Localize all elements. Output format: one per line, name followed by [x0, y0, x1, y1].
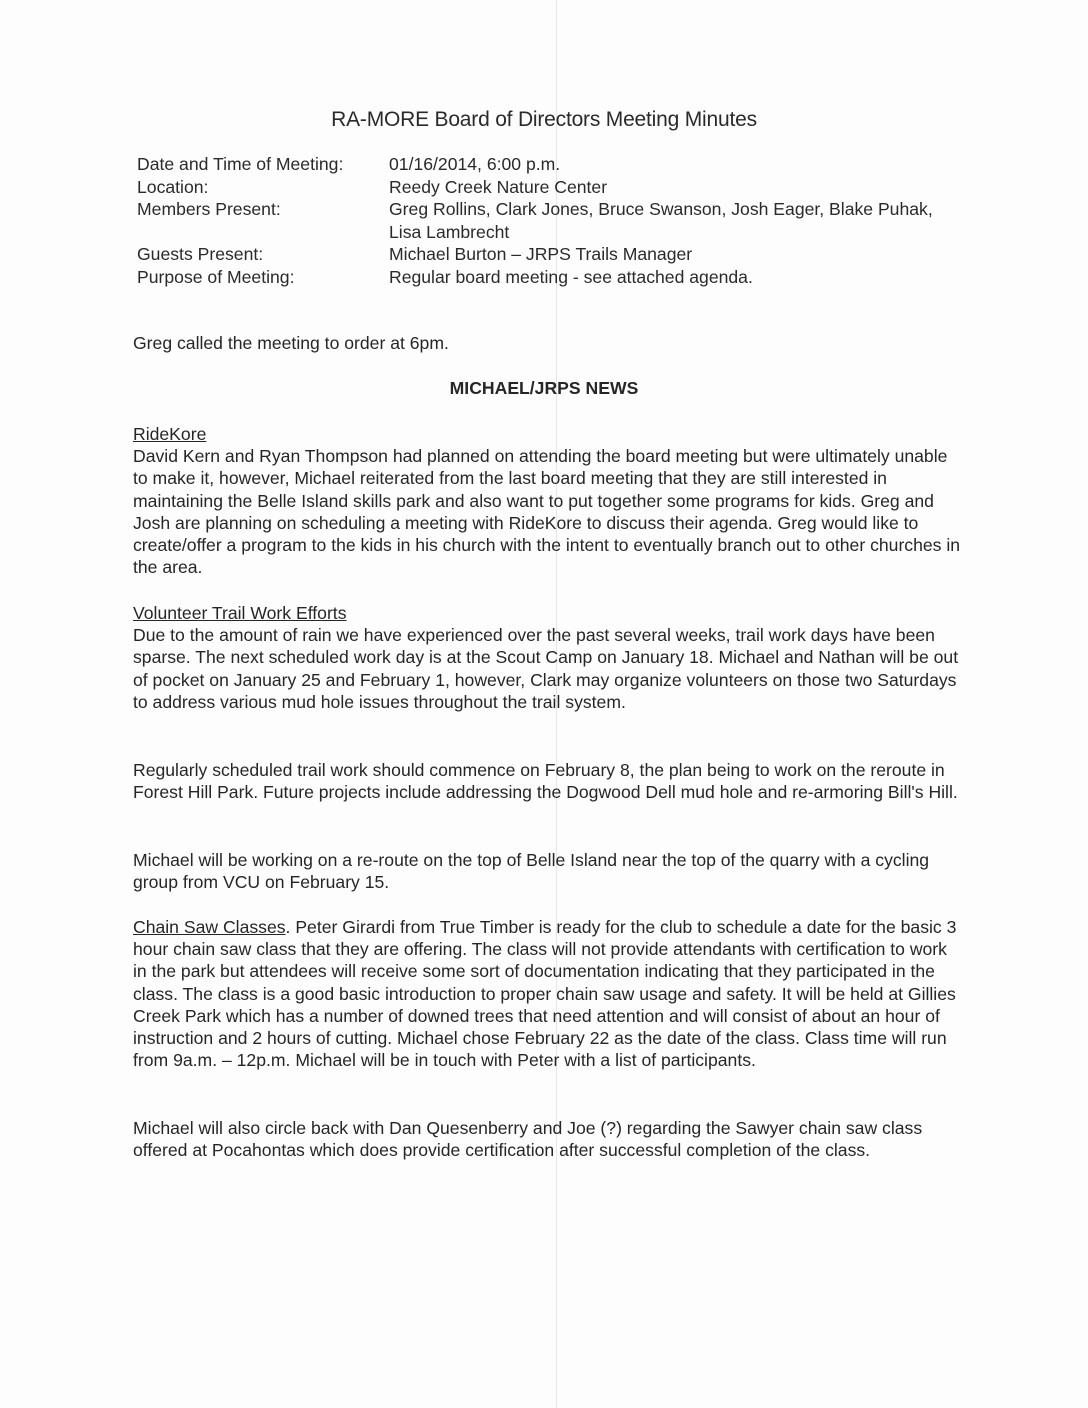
volunteer-section	[133, 602, 963, 713]
reroute-paragraph: Michael will be working on a re-route on the top of Belle Island near the top of the quarry with a cycling group from VCU on February 15.	[133, 850, 930, 893]
volunteer-paragraph: Due to the amount of rain we have experienced over the past several weeks, trail work days have been sparse. The next scheduled work day is at the Scout Camp on January 18. Michael and Nathan will be out of pocket on January 25 and February 1, however, Clark may organize volunteers on those two Saturdays to address various mud hole issues throughout the trail system.	[133, 625, 959, 712]
guests-label: Guests Present:	[137, 244, 264, 264]
chainsaw-section	[133, 916, 963, 1071]
purpose-label: Purpose of Meeting:	[137, 266, 295, 287]
chainsaw-paragraph: . Peter Girardi from True Timber is ready for the club to schedule a date for the basic 3 hour chain saw class that they are offering. The class will not provide attendants with certification to work in the park but attendees will receive some sort of documentation indicating that they participated in the class. The class is a good basic introduction to proper chain saw usage and safety. It will be held at Gillies Creek Park which has a number of downed trees that need attention and will consist of about an hour of instruction and 2 hours of cutting. Michael chose February 22 as the date of the class. Class time will run from 9a.m. – 12p.m. Michael will be in touch with Peter with a list of participants.	[133, 917, 957, 1071]
guests-value: Michael Burton – JRPS Trails Manager	[389, 244, 693, 264]
volunteer-heading: Volunteer Trail Work Efforts	[133, 603, 347, 623]
sawyer-class-section	[133, 1117, 963, 1161]
meeting-detail-row	[137, 198, 957, 243]
ridekore-section	[133, 423, 963, 578]
meeting-details-table	[137, 153, 957, 288]
date-label: Date and Time of Meeting:	[137, 154, 344, 174]
call-to-order-text: Greg called the meeting to order at 6pm.	[133, 333, 449, 353]
location-label: Location:	[137, 176, 209, 197]
reroute-section	[133, 849, 963, 893]
location-value: Reedy Creek Nature Center	[389, 176, 608, 197]
meeting-detail-row	[137, 176, 957, 199]
members-value: Greg Rollins, Clark Jones, Bruce Swanson, Josh Eager, Blake Puhak, Lisa Lambrecht	[389, 199, 933, 242]
trail-work-schedule-paragraph: Regularly scheduled trail work should commence on February 8, the plan being to work on the reroute in Forest Hill Park. Future projects include addressing the Dogwood Dell mud hole and re-armoring Bill's Hill.	[133, 760, 958, 803]
meeting-detail-row	[137, 266, 957, 289]
document-title: RA-MORE Board of Directors Meeting Minutes	[331, 108, 757, 131]
meeting-detail-row	[137, 243, 957, 266]
ridekore-heading: RideKore	[133, 424, 207, 444]
purpose-value: Regular board meeting - see attached agenda.	[389, 266, 753, 287]
meeting-detail-row	[137, 153, 957, 176]
chainsaw-heading: Chain Saw Classes	[133, 917, 286, 937]
trail-work-schedule-section	[133, 759, 963, 803]
call-to-order-paragraph	[133, 332, 963, 354]
ridekore-paragraph: David Kern and Ryan Thompson had planned on attending the board meeting but were ultimately unable to make it, however, Michael reiterated from the last board meeting that they are still interested in maintaining the Belle Island skills park and also want to put together some programs for kids. Greg and Josh are planning on scheduling a meeting with RideKore to discuss their agenda. Greg would like to create/offer a program to the kids in his church with the intent to eventually branch out to other churches in the area.	[133, 446, 961, 578]
members-label: Members Present:	[137, 199, 281, 219]
sawyer-class-paragraph: Michael will also circle back with Dan Quesenberry and Joe (?) regarding the Sawyer chain saw class offered at Pocahontas which does provide certification after successful completion of the class.	[133, 1118, 923, 1161]
date-value: 01/16/2014, 6:00 p.m.	[389, 154, 561, 174]
section-heading: MICHAEL/JRPS NEWS	[449, 378, 639, 398]
